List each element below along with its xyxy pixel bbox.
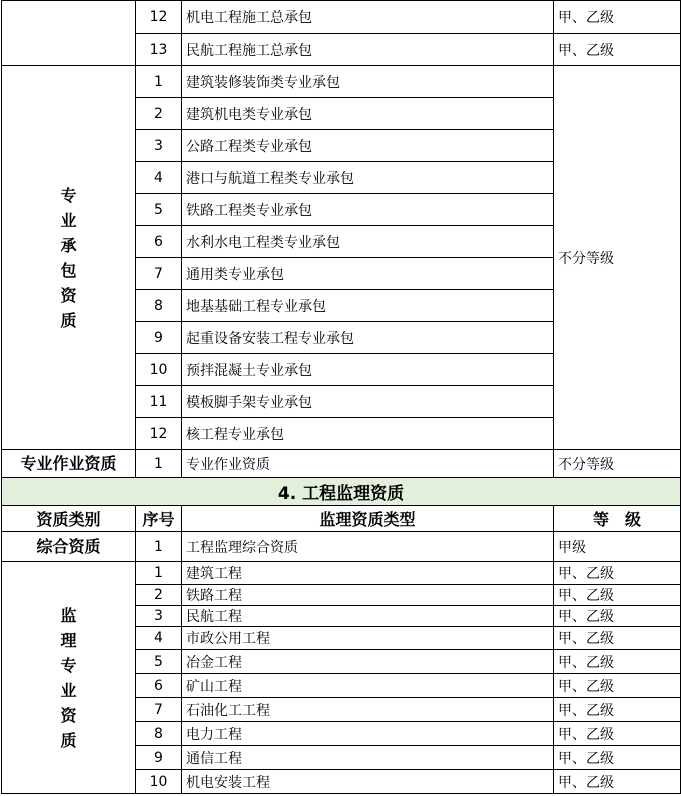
row-number: 8	[136, 290, 182, 322]
qualification-name: 地基基础工程专业承包	[182, 290, 554, 322]
grade-cell: 不分等级	[554, 66, 681, 450]
qualification-name: 建筑工程	[182, 562, 554, 585]
category-special-contracting: 专 业 承 包 资 质	[2, 66, 136, 450]
row-number: 2	[136, 98, 182, 130]
qualification-name: 铁路工程	[182, 585, 554, 606]
header-row	[2, 506, 681, 532]
row-number: 10	[136, 770, 182, 794]
row-number: 7	[136, 258, 182, 290]
row-number: 5	[136, 650, 182, 674]
grade-cell: 甲、乙级	[554, 698, 681, 722]
header-category: 资质类别	[2, 506, 136, 532]
grade-cell: 甲、乙级	[554, 1, 681, 34]
row-number: 1	[136, 66, 182, 98]
header-type: 监理资质类型	[182, 506, 554, 532]
row-number: 13	[136, 34, 182, 66]
category-supervision: 监 理 专 业 资 质	[2, 562, 136, 794]
grade-cell: 甲、乙级	[554, 722, 681, 746]
table-row	[2, 562, 681, 585]
qualification-name: 预拌混凝土专业承包	[182, 354, 554, 386]
section-row	[2, 478, 681, 506]
grade-cell: 甲、乙级	[554, 650, 681, 674]
qualification-name: 市政公用工程	[182, 627, 554, 650]
row-number: 9	[136, 746, 182, 770]
row-number: 4	[136, 627, 182, 650]
category-labor: 专业作业资质	[2, 450, 136, 478]
row-number: 1	[136, 450, 182, 478]
grade-cell: 甲、乙级	[554, 562, 681, 585]
header-grade: 等 级	[554, 506, 681, 532]
row-number: 3	[136, 606, 182, 627]
grade-cell: 甲级	[554, 532, 681, 562]
grade-cell: 不分等级	[554, 450, 681, 478]
row-number: 4	[136, 162, 182, 194]
category-cell	[2, 1, 136, 66]
grade-cell: 甲、乙级	[554, 627, 681, 650]
row-number: 9	[136, 322, 182, 354]
qualification-name: 电力工程	[182, 722, 554, 746]
category-comprehensive: 综合资质	[2, 532, 136, 562]
qualification-name: 冶金工程	[182, 650, 554, 674]
qualification-name: 起重设备安装工程专业承包	[182, 322, 554, 354]
qualification-name: 通用类专业承包	[182, 258, 554, 290]
table-row	[2, 450, 681, 478]
qualification-name: 通信工程	[182, 746, 554, 770]
qualification-name: 民航工程施工总承包	[182, 34, 554, 66]
grade-cell: 甲、乙级	[554, 746, 681, 770]
grade-cell: 甲、乙级	[554, 606, 681, 627]
row-number: 1	[136, 562, 182, 585]
table-row	[2, 66, 681, 98]
qualification-name: 工程监理综合资质	[182, 532, 554, 562]
qualification-name: 港口与航道工程类专业承包	[182, 162, 554, 194]
row-number: 12	[136, 1, 182, 34]
grade-cell: 甲、乙级	[554, 34, 681, 66]
grade-cell: 甲、乙级	[554, 770, 681, 794]
row-number: 3	[136, 130, 182, 162]
row-number: 1	[136, 532, 182, 562]
table-row	[2, 532, 681, 562]
header-number: 序号	[136, 506, 182, 532]
grade-cell: 甲、乙级	[554, 674, 681, 698]
table-row	[2, 1, 681, 34]
qualification-name: 建筑机电类专业承包	[182, 98, 554, 130]
row-number: 10	[136, 354, 182, 386]
qualification-name: 核工程专业承包	[182, 418, 554, 450]
qualification-name: 矿山工程	[182, 674, 554, 698]
qualification-name: 公路工程类专业承包	[182, 130, 554, 162]
row-number: 12	[136, 418, 182, 450]
qualification-name: 机电安装工程	[182, 770, 554, 794]
qualification-name: 水利水电工程类专业承包	[182, 226, 554, 258]
row-number: 8	[136, 722, 182, 746]
qualification-name: 石油化工工程	[182, 698, 554, 722]
qualification-name: 铁路工程类专业承包	[182, 194, 554, 226]
grade-cell: 甲、乙级	[554, 585, 681, 606]
section-title: 4. 工程监理资质	[2, 478, 681, 506]
qualification-name: 机电工程施工总承包	[182, 1, 554, 34]
qualification-name: 民航工程	[182, 606, 554, 627]
row-number: 7	[136, 698, 182, 722]
qualification-name: 专业作业资质	[182, 450, 554, 478]
row-number: 5	[136, 194, 182, 226]
row-number: 2	[136, 585, 182, 606]
row-number: 11	[136, 386, 182, 418]
row-number: 6	[136, 674, 182, 698]
qualification-table	[1, 0, 681, 794]
row-number: 6	[136, 226, 182, 258]
qualification-name: 建筑装修装饰类专业承包	[182, 66, 554, 98]
qualification-name: 模板脚手架专业承包	[182, 386, 554, 418]
